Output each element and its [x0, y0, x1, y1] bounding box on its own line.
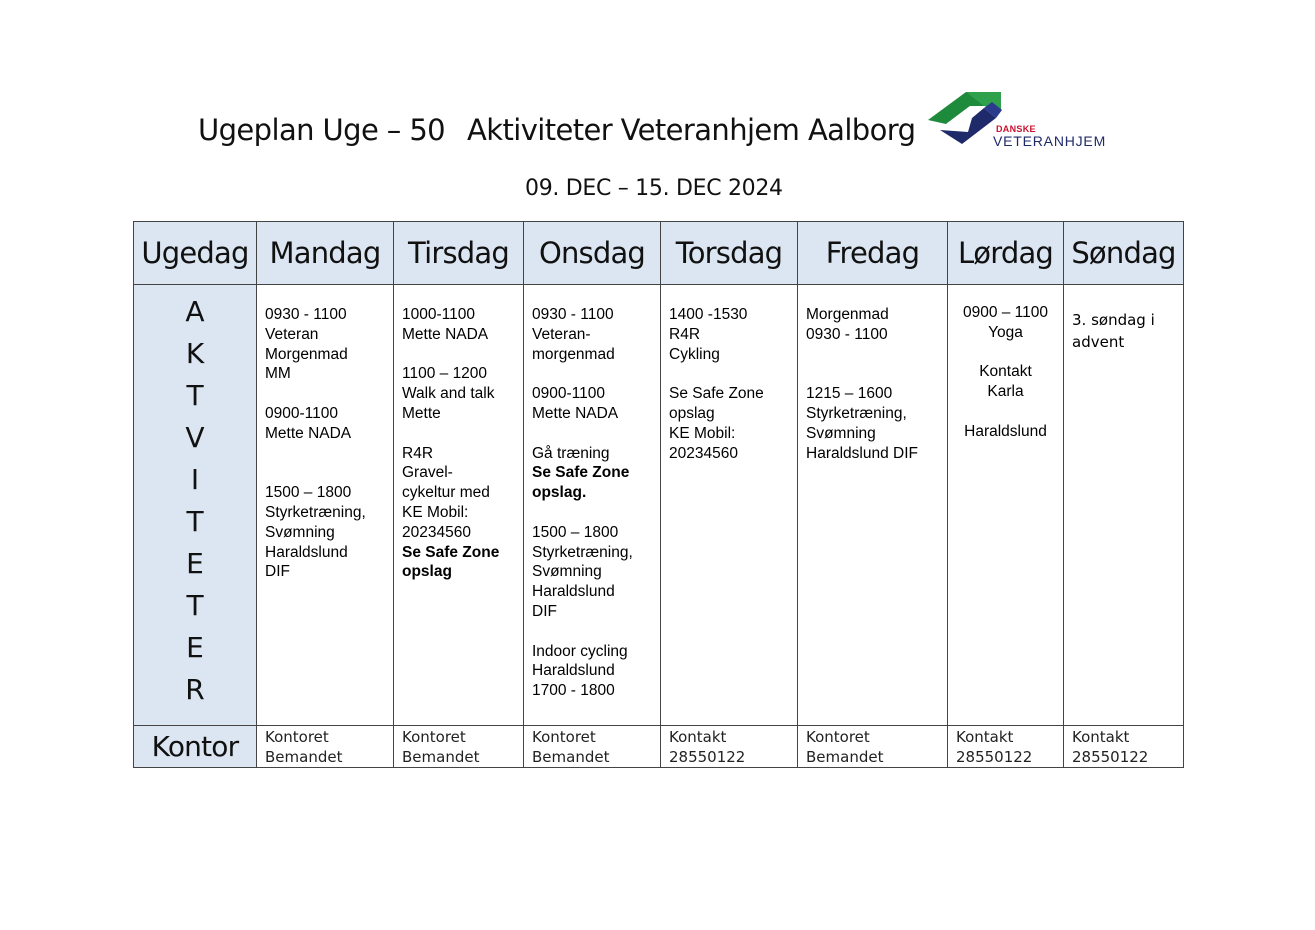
office-line: Kontoret: [532, 728, 596, 746]
activity-line: KE Mobil:: [669, 424, 736, 442]
activities-letter: R: [185, 673, 205, 706]
activity-line: Veteran-: [532, 325, 591, 343]
office-row: [134, 726, 1184, 768]
activity-line: morgenmad: [532, 345, 615, 363]
activity-line: advent: [1072, 333, 1125, 351]
activity-line: opslag: [402, 563, 452, 581]
activity-line: [532, 364, 656, 384]
activity-line: 1000-1100: [402, 306, 475, 323]
activity-line: Haraldslund: [265, 543, 348, 561]
activity-line: 0930 - 1100: [265, 306, 347, 323]
activities-letter: T: [186, 505, 204, 538]
activity-line: DIF: [532, 602, 557, 620]
activity-line: Svømning: [806, 424, 876, 442]
weekly-plan-table: [133, 221, 1184, 768]
activities-lordag: [948, 285, 1064, 726]
office-tirsdag: [394, 726, 524, 768]
activity-line: 1400 -1530: [669, 306, 748, 323]
activity-line: 0900-1100: [265, 404, 338, 422]
office-onsdag: [524, 726, 661, 768]
office-line: Kontoret: [806, 728, 870, 746]
activities-letter: V: [185, 421, 205, 454]
activity-line: opslag: [669, 404, 715, 422]
office-row-label: Kontor: [134, 726, 257, 768]
activity-line: 1100 – 1200: [402, 365, 488, 383]
office-line: Bemandet: [402, 748, 480, 766]
col-header-mandag: Mandag: [257, 222, 394, 285]
activities-sondag: [1064, 285, 1184, 726]
activity-line: Mette: [402, 404, 441, 422]
activity-line: 0930 - 1100: [532, 306, 614, 323]
activity-line: Walk and talk: [402, 385, 495, 403]
activity-line: [265, 444, 389, 464]
activity-line: DIF: [265, 563, 290, 581]
office-line: Bemandet: [265, 748, 343, 766]
office-line: Kontakt: [1072, 728, 1130, 746]
activities-tirsdag: [394, 285, 524, 726]
activity-line: [669, 364, 793, 384]
page-title: [198, 113, 915, 147]
activities-letter: T: [186, 589, 204, 622]
activity-line: Kontakt: [979, 363, 1032, 381]
activity-line: Gravel-: [402, 464, 453, 482]
activities-letter: A: [185, 295, 205, 328]
title-week: Ugeplan Uge – 50: [198, 113, 446, 147]
office-torsdag: [661, 726, 798, 768]
activities-mandag: [257, 285, 394, 726]
header-row: [134, 222, 1184, 285]
activity-line: [265, 384, 389, 404]
activity-line: [402, 424, 519, 444]
activity-line: 1700 - 1800: [532, 682, 615, 700]
activity-line: Haraldslund: [532, 583, 615, 601]
activity-line: 3. søndag i: [1072, 311, 1155, 329]
activity-line: 0900 – 1100: [962, 304, 1049, 321]
office-line: Kontoret: [265, 728, 329, 746]
activities-row-label: [134, 285, 257, 726]
office-mandag: [257, 726, 394, 768]
activities-letter: I: [190, 463, 200, 496]
col-header-fredag: Fredag: [798, 222, 948, 285]
activity-line: [952, 343, 1059, 363]
office-line: Bemandet: [532, 748, 610, 766]
title-activities: Aktiviteter Veteranhjem Aalborg: [467, 113, 916, 147]
activity-line: [532, 503, 656, 523]
activity-line: [532, 424, 656, 444]
office-fredag: [798, 726, 948, 768]
activity-line: KE Mobil:: [402, 503, 469, 521]
activity-line: [952, 402, 1059, 422]
col-header-lordag: Lørdag: [948, 222, 1064, 285]
office-line: Kontakt: [956, 728, 1014, 746]
activity-line: Styrketræning,: [265, 503, 366, 521]
activity-line: Se Safe Zone: [532, 464, 630, 482]
office-sondag: [1064, 726, 1184, 768]
activity-line: Cykling: [669, 345, 720, 363]
office-line: 28550122: [1072, 748, 1149, 766]
activity-line: Mette NADA: [532, 404, 619, 422]
activity-line: Yoga: [988, 323, 1023, 341]
col-header-sondag: Søndag: [1064, 222, 1184, 285]
activity-line: Styrketræning,: [532, 543, 633, 561]
activity-line: Haraldslund: [532, 662, 615, 680]
logo-text-veteranhjem: VETERANHJEM: [993, 133, 1107, 149]
col-header-torsdag: Torsdag: [661, 222, 798, 285]
activity-line: 20234560: [669, 444, 738, 462]
activities-fredag: [798, 285, 948, 726]
activity-line: [806, 364, 943, 384]
activity-line: 0900-1100: [532, 385, 605, 403]
activities-letter: T: [186, 379, 204, 412]
activity-line: Veteran: [265, 325, 319, 343]
activity-line: 0930 - 1100: [806, 325, 888, 343]
col-header-onsdag: Onsdag: [524, 222, 661, 285]
activity-line: 20234560: [402, 523, 471, 541]
activities-letter: K: [185, 337, 205, 370]
activity-line: Se Safe Zone: [669, 385, 764, 403]
activity-line: cykeltur med: [402, 484, 490, 502]
activity-line: Styrketræning,: [806, 404, 907, 422]
activity-line: Haraldslund DIF: [806, 444, 918, 462]
activities-letter: E: [186, 547, 204, 580]
activity-line: Svømning: [265, 523, 335, 541]
office-line: Bemandet: [806, 748, 884, 766]
activity-line: Morgenmad: [806, 306, 889, 323]
activity-line: Haraldslund: [964, 422, 1047, 440]
activity-line: Indoor cycling: [532, 642, 628, 660]
activity-line: 1500 – 1800: [265, 484, 352, 502]
activities-letter: E: [186, 631, 204, 664]
activity-line: MM: [265, 365, 291, 383]
activities-row: [134, 285, 1184, 726]
office-line: 28550122: [669, 748, 746, 766]
office-line: 28550122: [956, 748, 1033, 766]
office-lordag: [948, 726, 1064, 768]
logo-text-danske: DANSKE: [996, 124, 1036, 134]
office-line: Kontoret: [402, 728, 466, 746]
col-header-tirsdag: Tirsdag: [394, 222, 524, 285]
col-header-ugedag: Ugedag: [134, 222, 257, 285]
activity-line: [532, 622, 656, 642]
activity-line: Svømning: [532, 563, 602, 581]
date-range: 09. DEC – 15. DEC 2024: [525, 176, 783, 201]
activities-onsdag: [524, 285, 661, 726]
activity-line: R4R: [669, 325, 701, 343]
office-line: Kontakt: [669, 728, 727, 746]
activity-line: [402, 345, 519, 365]
activity-line: Mette NADA: [265, 424, 352, 442]
activity-line: Karla: [987, 383, 1024, 401]
activity-line: opslag.: [532, 484, 587, 502]
activity-line: 1215 – 1600: [806, 385, 893, 403]
activity-line: [265, 463, 389, 483]
activity-line: 1500 – 1800: [532, 523, 619, 541]
activity-line: R4R: [402, 444, 434, 462]
activity-line: Se Safe Zone: [402, 543, 500, 561]
activity-line: Gå træning: [532, 444, 610, 462]
activity-line: Morgenmad: [265, 345, 348, 363]
activities-torsdag: [661, 285, 798, 726]
activity-line: [806, 345, 943, 365]
activity-line: Mette NADA: [402, 325, 489, 343]
